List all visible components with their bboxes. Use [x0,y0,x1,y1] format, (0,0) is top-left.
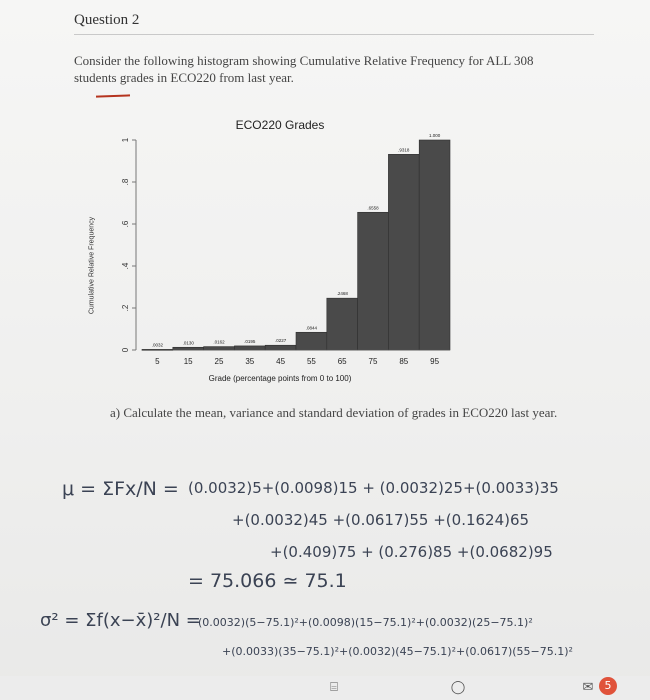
bar-data-label: .9318 [398,147,410,153]
x-tick-label: 15 [183,357,193,366]
bar-data-label: .0130 [182,340,194,346]
x-tick-label: 25 [214,357,224,366]
histogram-chart [80,112,480,392]
y-tick-label: .4 [121,262,131,270]
pen-underline [96,94,130,97]
bar-data-label: 1.000 [428,133,441,138]
mean-work-line-3: +(0.409)75 + (0.276)85 +(0.0682)95 [270,543,553,561]
x-tick-label: 75 [368,357,378,366]
mean-result: = 75.066 ≃ 75.1 [188,570,347,592]
variance-work-line-1: (0.0032)(5−75.1)²+(0.0098)(15−75.1)²+(0.0032)(25−75.1)² [198,616,533,629]
circle-icon[interactable]: ◯ [450,680,466,695]
histogram-bar [234,346,265,350]
x-tick-label: 5 [155,357,160,366]
chart-x-axis-label: Grade (percentage points from 0 to 100) [208,374,352,383]
part-a-instructions: a) Calculate the mean, variance and standard deviation of grades in ECO220 last year. [110,405,558,420]
chart-y-axis-label: Cumulative Relative Frequency [88,216,96,315]
y-tick-label: 0 [121,347,131,353]
notification-badge: 5 [599,677,617,695]
mail-icon[interactable]: ✉ [582,680,594,695]
x-tick-label: 45 [276,357,286,366]
bar-data-label: .0844 [305,325,318,331]
divider [74,34,594,35]
mean-work-line-1: (0.0032)5+(0.0098)15 + (0.0032)25+(0.0033)35 [188,479,559,497]
histogram-bar [388,154,419,350]
bottom-toolbar [0,676,650,700]
x-tick-label: 95 [430,357,440,366]
chart-title: ECO220 Grades [235,118,325,132]
feedback-icon[interactable]: ⌸ [330,680,338,695]
bar-data-label: .0227 [274,338,287,344]
bar-data-label: .2468 [336,291,348,297]
question-prompt: Consider the following histogram showing Cumulative Relative Frequency for ALL 308 students grades in ECO220 from last year. [74,53,534,85]
chart-plot [80,112,480,374]
y-tick-label: .2 [121,304,131,312]
histogram-bar [173,347,204,350]
mean-work-line-2: +(0.0032)45 +(0.0617)55 +(0.1624)65 [232,511,530,529]
variance-lhs: σ² = Σf(x−x̄)²/N = [40,610,201,631]
x-tick-label: 85 [399,357,409,366]
histogram-bar [419,140,450,350]
y-tick-label: 1 [121,137,131,143]
histogram-bar [358,212,389,350]
bar-data-label: .0195 [244,338,256,344]
x-tick-label: 65 [337,357,347,366]
x-tick-label: 35 [245,357,255,366]
bar-data-label: .6558 [367,205,379,211]
mean-lhs: μ = ΣFx/N = [62,478,179,500]
bar-data-label: .0032 [151,342,164,348]
histogram-bar [265,345,296,350]
histogram-bar [327,298,358,350]
histogram-bar [296,332,327,350]
question-title: Question 2 [74,12,140,28]
y-tick-label: .6 [121,220,131,228]
x-tick-label: 55 [306,357,316,366]
variance-work-line-2: +(0.0033)(35−75.1)²+(0.0032)(45−75.1)²+(0.0617)(55−75.1)² [222,645,573,658]
bar-data-label: .0162 [213,339,225,345]
y-tick-label: .8 [121,178,131,186]
histogram-bar [204,347,235,350]
